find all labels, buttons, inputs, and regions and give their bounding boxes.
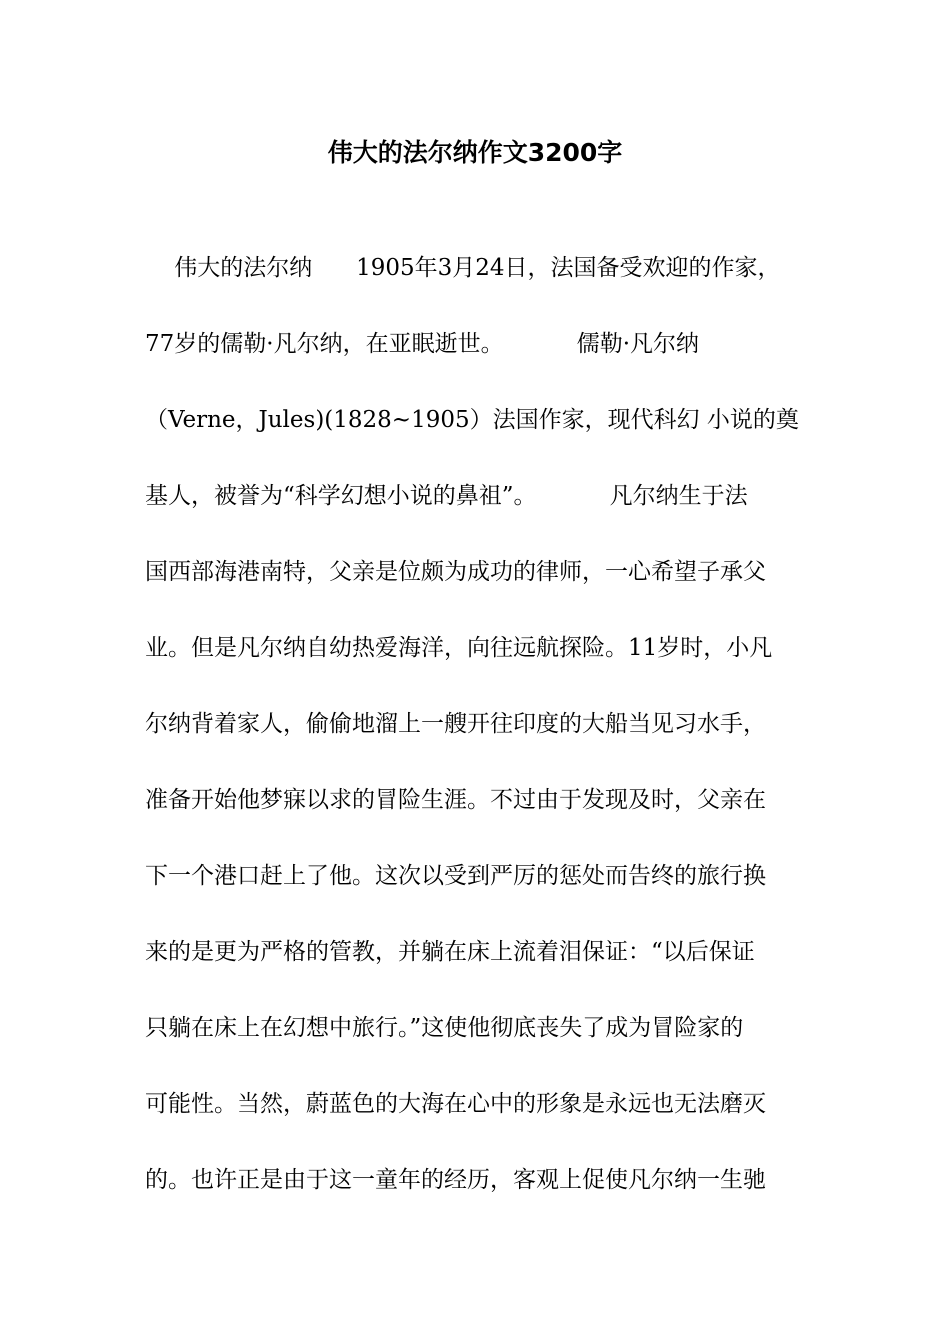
body-text-line: 下一个港口赶上了他。这次以受到严厉的惩处而告终的旅行换 bbox=[145, 863, 766, 889]
body-text-line: 尔纳背着家人，偷偷地溜上一艘开往印度的大船当见习水手， bbox=[145, 711, 766, 737]
body-text-line: 伟大的法尔纳 1905年3月24日，法国备受欢迎的作家， bbox=[145, 255, 781, 281]
body-text-line: 业。但是凡尔纳自幼热爱海洋，向往远航探险。11岁时，小凡 bbox=[145, 635, 773, 661]
body-text-line: 可能性。当然，蔚蓝色的大海在心中的形象是永远也无法磨灭 bbox=[145, 1091, 766, 1117]
body-text-line: 准备开始他梦寐以求的冒险生涯。不过由于发现及时，父亲在 bbox=[145, 787, 766, 813]
body-text-line: 国西部海港南特，父亲是位颇为成功的律师，一心希望子承父 bbox=[145, 559, 766, 585]
body-text-line: 只躺在床上在幻想中旅行。”这使他彻底丧失了成为冒险家的 bbox=[145, 1015, 744, 1041]
body-text-line: 来的是更为严格的管教，并躺在床上流着泪保证：“以后保证 bbox=[145, 939, 755, 965]
body-text-line: 基人，被誉为“科学幻想小说的鼻祖”。 凡尔纳生于法 bbox=[145, 483, 748, 509]
body-text-line: （Verne，Jules)(1828~1905）法国作家，现代科幻 小说的奠 bbox=[145, 407, 799, 433]
document-title: 伟大的法尔纳作文3200字 bbox=[327, 138, 623, 167]
body-text-line: 的。也许正是由于这一童年的经历，客观上促使凡尔纳一生驰 bbox=[145, 1167, 766, 1193]
body-text-line: 77岁的儒勒·凡尔纳，在亚眠逝世。 儒勒·凡尔纳 bbox=[145, 331, 699, 357]
